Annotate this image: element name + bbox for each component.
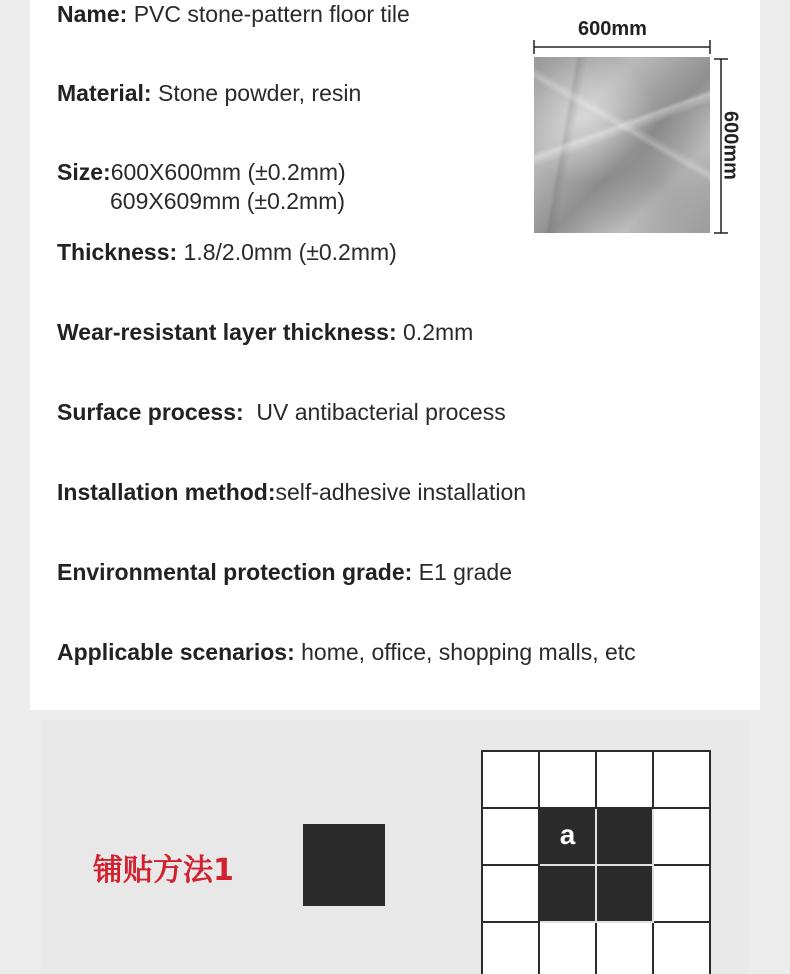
spec-value: UV antibacterial process xyxy=(243,399,506,425)
grid-cell-dark xyxy=(597,809,654,866)
spec-size xyxy=(57,158,346,216)
spec-label: Surface process: xyxy=(57,399,244,425)
grid-cell xyxy=(654,809,711,866)
spec-value: PVC stone-pattern floor tile xyxy=(127,1,410,27)
method-title: 铺贴方法1 xyxy=(93,853,234,888)
spec-value-secondary: 609X609mm (±0.2mm) xyxy=(110,188,346,214)
grid-cell xyxy=(654,923,711,974)
grid-cell xyxy=(540,752,597,809)
grid-cell xyxy=(483,809,540,866)
tile-height-label: 600mm xyxy=(719,111,742,180)
spec-value: 600X600mm (±0.2mm) xyxy=(110,159,346,185)
spec-surface xyxy=(57,398,506,427)
spec-label: Applicable scenarios: xyxy=(57,639,295,665)
installation-method-panel xyxy=(41,720,749,974)
spec-label: Name: xyxy=(57,1,128,27)
single-tile-sample xyxy=(303,824,385,906)
grid-cell xyxy=(540,923,597,974)
spec-label: Size: xyxy=(57,159,111,185)
width-dimension-line xyxy=(530,38,720,56)
stone-tile-image xyxy=(534,57,710,233)
grid-cell xyxy=(597,923,654,974)
spec-card xyxy=(30,0,760,710)
spec-material xyxy=(57,79,361,108)
grid-cell xyxy=(483,866,540,923)
spec-environment xyxy=(57,558,512,587)
grid-cell-dark xyxy=(540,809,597,866)
spec-scenarios xyxy=(57,638,636,667)
spec-label: Wear-resistant layer thickness: xyxy=(57,319,397,345)
spec-value: Stone powder, resin xyxy=(151,80,362,106)
spec-installation xyxy=(57,478,526,507)
spec-value: 0.2mm xyxy=(396,319,474,345)
grid-cell xyxy=(654,752,711,809)
grid-cell xyxy=(483,752,540,809)
grid-cell-dark xyxy=(540,866,597,923)
grid-cell xyxy=(654,866,711,923)
spec-label: Material: xyxy=(57,80,152,106)
spec-value: self-adhesive installation xyxy=(275,479,527,505)
grid-cell xyxy=(483,923,540,974)
spec-value: 1.8/2.0mm (±0.2mm) xyxy=(177,239,397,265)
spec-value: home, office, shopping malls, etc xyxy=(294,639,636,665)
grid-letter: a xyxy=(559,819,576,850)
tile-width-label: 600mm xyxy=(578,18,647,40)
grid-cell-dark xyxy=(597,866,654,923)
spec-label: Environmental protection grade: xyxy=(57,559,413,585)
tile-layout-grid xyxy=(481,750,711,974)
spec-name xyxy=(57,0,410,29)
spec-label: Installation method: xyxy=(57,479,276,505)
spec-label: Thickness: xyxy=(57,239,178,265)
spec-thickness xyxy=(57,238,397,267)
grid-cell xyxy=(597,752,654,809)
spec-wear-layer xyxy=(57,318,473,347)
spec-value: E1 grade xyxy=(412,559,513,585)
